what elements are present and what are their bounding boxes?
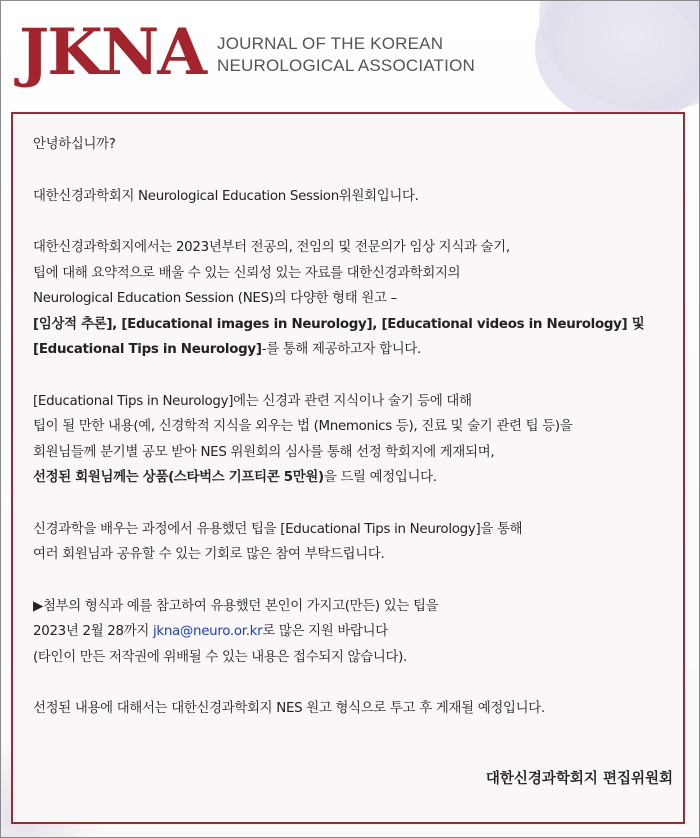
deadline-text: 2023년 2월 28까지	[33, 624, 153, 639]
decorative-ring	[535, 0, 700, 125]
paragraph-1-line-5	[33, 337, 673, 363]
signature: 대한신경과학회지 편집위원회	[485, 771, 673, 787]
paragraph-1-line-1: 대한신경과학회지에서는 2023년부터 전공의, 전임의 및 전문의가 임상 지식과 술기,	[33, 240, 510, 255]
intro-line: 대한신경과학회지 Neurological Education Session위원회입니다.	[33, 188, 419, 204]
header	[19, 13, 519, 93]
paragraph-4-line-1: ▶첨부의 형식과 예를 참고하여 유용했던 본인이 가지고(만든) 있는 팁을	[33, 598, 439, 614]
paragraph-1-line-4: [임상적 추론], [Educational images in Neurology], [Educational videos in Neurology] 및	[33, 316, 645, 332]
paragraph-2-line-4	[33, 465, 673, 491]
paragraph-1-line-5-rest: -를 통해 제공하고자 합니다.	[261, 342, 422, 357]
paragraph-2-line-3: 회원님들께 분기별 공모 받아 NES 위원회의 심사를 통해 선정 학회지에 게재되며,	[33, 444, 495, 460]
paragraph-5-line-1: 선정된 내용에 대해서는 대한신경과학회지 NES 원고 형식으로 투고 후 게재될 예정입니다.	[33, 701, 545, 716]
announcement-text	[33, 132, 673, 722]
announcement-box	[11, 112, 685, 824]
paragraph-1-line-2: 팁에 대해 요약적으로 배울 수 있는 신뢰성 있는 자료를 대한신경과학회지의	[33, 265, 461, 281]
journal-name-line1: JOURNAL OF THE KOREAN	[217, 34, 444, 53]
paragraph-1-line-3: Neurological Education Session (NES)의 다양한 형태 원고 –	[33, 291, 398, 306]
paragraph-2-line-2: 팁이 될 만한 내용(예, 신경학적 지식을 외우는 법 (Mnemonics 등), 진료 및 술기 관련 팁 등)을	[33, 419, 573, 434]
greeting: 안녕하십니까?	[33, 137, 116, 152]
paragraph-2-line-1: [Educational Tips in Neurology]에는 신경과 관련 지식이나 술기 등에 대해	[33, 393, 472, 409]
journal-name	[217, 33, 475, 77]
educational-tips-bold: [Educational Tips in Neurology]	[33, 342, 262, 357]
paragraph-2-line-4-rest: 을 드릴 예정입니다.	[323, 470, 437, 485]
paragraph-3-line-2: 여러 회원님과 공유할 수 있는 기회로 많은 참여 부탁드립니다.	[33, 547, 385, 562]
prize-bold: 선정된 회원님께는 상품(스타벅스 기프티콘 5만원)	[33, 470, 324, 485]
paragraph-4-line-3: (타인이 만든 저작권에 위배될 수 있는 내용은 접수되지 않습니다).	[33, 649, 407, 665]
email-link[interactable]: jkna@neuro.or.kr	[152, 624, 263, 639]
paragraph-4-line-2-rest: 로 많은 지원 바랍니다	[262, 624, 388, 639]
paragraph-4-line-2	[33, 619, 673, 645]
journal-name-line2: NEUROLOGICAL ASSOCIATION	[217, 56, 475, 75]
jkna-logo: JKNA	[19, 15, 206, 90]
paragraph-3-line-1: 신경과학을 배우는 과정에서 유용했던 팁을 [Educational Tips in Neurology]을 통해	[33, 521, 523, 537]
